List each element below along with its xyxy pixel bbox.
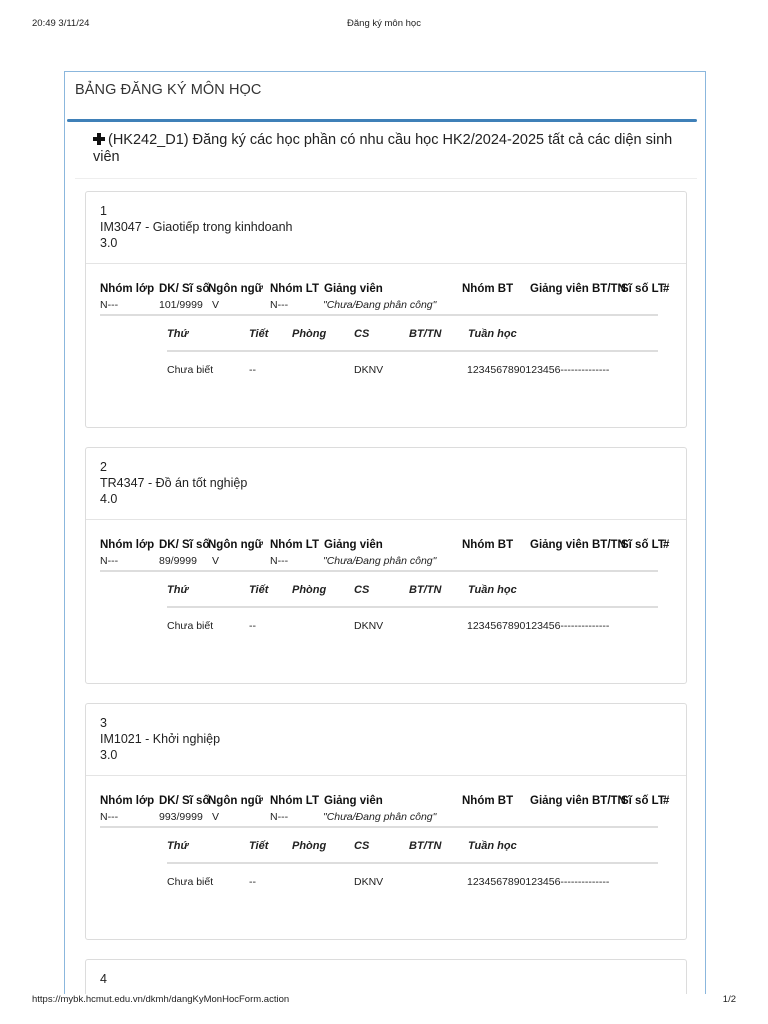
schedule-table — [167, 584, 658, 642]
course-index: 3 — [100, 716, 107, 730]
group-column-header: Giảng viên BT/TN — [530, 283, 626, 295]
group-column-header: Giảng viên — [324, 539, 383, 551]
schedule-cell-tuan-hoc: 1234567890123456-------------- — [467, 876, 610, 888]
group-column-header: Giảng viên — [324, 283, 383, 295]
schedule-column-header: BT/TN — [409, 328, 442, 340]
group-cell-ngon-ngu: V — [212, 555, 220, 567]
group-column-header: Nhóm LT — [270, 539, 319, 551]
group-column-header: # — [663, 795, 670, 807]
group-column-header: Nhóm BT — [462, 539, 514, 551]
group-cell-nhom-lop: N--- — [100, 811, 119, 823]
group-column-header: Ngôn ngữ — [208, 283, 263, 295]
schedule-cell-tiet: -- — [249, 876, 256, 888]
print-header — [32, 18, 736, 32]
group-cell-giang-vien: "Chưa/Đang phân công" — [323, 555, 437, 567]
group-cell-nhom-lt: N--- — [270, 555, 289, 567]
group-cell-nhom-lop: N--- — [100, 299, 119, 311]
group-column-header: Giảng viên BT/TN — [530, 539, 626, 551]
print-footer — [32, 994, 736, 1008]
schedule-column-header: BT/TN — [409, 584, 442, 596]
schedule-column-header: Thứ — [167, 328, 189, 340]
group-cell-nhom-lt: N--- — [270, 811, 289, 823]
schedule-table-row — [167, 864, 658, 898]
schedule-cell-cs: DKNV — [354, 620, 384, 632]
schedule-column-header: BT/TN — [409, 840, 442, 852]
schedule-cell-tiet: -- — [249, 364, 256, 376]
course-code-name: IM3047 - Giaotiếp trong kinhdoanh — [100, 220, 293, 234]
schedule-column-header: CS — [354, 584, 370, 596]
group-table-header — [100, 795, 672, 811]
course-card — [85, 959, 687, 994]
group-column-header: # — [663, 539, 670, 551]
course-card-header — [86, 448, 686, 520]
course-card-body — [86, 776, 686, 898]
group-cell-nhom-lop: N--- — [100, 555, 119, 567]
schedule-column-header: Thứ — [167, 584, 189, 596]
schedule-table — [167, 328, 658, 386]
schedule-column-header: CS — [354, 840, 370, 852]
course-credits: 3.0 — [100, 236, 118, 250]
registration-period-title: (HK242_D1) Đăng ký các học phần có nhu cầu học HK2/2024-2025 tất cả các diện sinh viên — [93, 132, 673, 165]
schedule-cell-tuan-hoc: 1234567890123456-------------- — [467, 364, 610, 376]
group-column-header: # — [663, 283, 670, 295]
group-column-header: Ngôn ngữ — [208, 539, 263, 551]
group-table-header — [100, 283, 672, 299]
schedule-column-header: Phòng — [292, 840, 327, 852]
schedule-table-header — [167, 584, 658, 608]
course-index: 2 — [100, 460, 107, 474]
schedule-cell-tuan-hoc: 1234567890123456-------------- — [467, 620, 610, 632]
group-column-header: Nhóm BT — [462, 795, 514, 807]
course-credits: 3.0 — [100, 748, 118, 762]
group-column-header: Nhóm LT — [270, 795, 319, 807]
group-cell-giang-vien: "Chưa/Đang phân công" — [323, 811, 437, 823]
plus-icon — [93, 133, 105, 145]
group-column-header: Giảng viên — [324, 795, 383, 807]
group-column-header: Ngôn ngữ — [208, 795, 263, 807]
course-code-name: IM1021 - Khởi nghiệp — [100, 732, 221, 746]
group-table-row[interactable] — [100, 811, 658, 828]
print-page-title: Đăng ký môn học — [347, 18, 421, 29]
schedule-table-header — [167, 840, 658, 864]
schedule-cell-cs: DKNV — [354, 876, 384, 888]
schedule-cell-thu: Chưa biết — [167, 876, 214, 888]
course-card — [85, 703, 687, 940]
schedule-table-header — [167, 328, 658, 352]
course-index: 4 — [100, 972, 107, 986]
group-column-header: Sĩ số LT — [621, 283, 665, 295]
group-column-header: DK/ Sĩ số — [159, 539, 210, 551]
group-table-row[interactable] — [100, 299, 658, 316]
schedule-column-header: Thứ — [167, 840, 189, 852]
group-column-header: Sĩ số LT — [621, 795, 665, 807]
group-column-header: Giảng viên BT/TN — [530, 795, 626, 807]
group-column-header: Nhóm LT — [270, 283, 319, 295]
panel-title: BẢNG ĐĂNG KÝ MÔN HỌC — [65, 72, 705, 122]
group-table-row[interactable] — [100, 555, 658, 572]
schedule-column-header: Tiết — [249, 840, 269, 852]
group-column-header: Nhóm lớp — [100, 283, 155, 295]
group-column-header: DK/ Sĩ số — [159, 795, 210, 807]
group-cell-ngon-ngu: V — [212, 811, 220, 823]
print-timestamp: 20:49 3/11/24 — [32, 18, 90, 29]
schedule-column-header: Tiết — [249, 328, 269, 340]
course-card-body — [86, 264, 686, 386]
schedule-column-header: Tuần học — [468, 840, 517, 852]
group-column-header: Nhóm lớp — [100, 539, 155, 551]
group-table-header — [100, 539, 672, 555]
schedule-cell-cs: DKNV — [354, 364, 384, 376]
course-card-header — [86, 704, 686, 776]
group-cell-dk-si-so: 993/9999 — [159, 811, 203, 823]
group-column-header: Nhóm BT — [462, 283, 514, 295]
schedule-column-header: Phòng — [292, 584, 327, 596]
schedule-column-header: Tuần học — [468, 584, 517, 596]
course-card-header — [86, 192, 686, 264]
schedule-column-header: Phòng — [292, 328, 327, 340]
course-credits: 4.0 — [100, 492, 118, 506]
schedule-cell-thu: Chưa biết — [167, 364, 214, 376]
course-card-body — [86, 520, 686, 642]
course-card — [85, 447, 687, 684]
group-cell-nhom-lt: N--- — [270, 299, 289, 311]
group-cell-ngon-ngu: V — [212, 299, 220, 311]
course-index: 1 — [100, 204, 107, 218]
schedule-cell-tiet: -- — [249, 620, 256, 632]
registration-panel — [64, 71, 706, 994]
group-column-header: DK/ Sĩ số — [159, 283, 210, 295]
schedule-table-row — [167, 608, 658, 642]
schedule-cell-thu: Chưa biết — [167, 620, 214, 632]
course-card — [85, 191, 687, 428]
schedule-table-row — [167, 352, 658, 386]
group-cell-dk-si-so: 89/9999 — [159, 555, 197, 567]
group-column-header: Sĩ số LT — [621, 539, 665, 551]
group-cell-dk-si-so: 101/9999 — [159, 299, 203, 311]
schedule-column-header: CS — [354, 328, 370, 340]
group-column-header: Nhóm lớp — [100, 795, 155, 807]
schedule-column-header: Tiết — [249, 584, 269, 596]
course-card-header — [86, 960, 686, 994]
schedule-column-header: Tuần học — [468, 328, 517, 340]
schedule-table — [167, 840, 658, 898]
group-cell-giang-vien: "Chưa/Đang phân công" — [323, 299, 437, 311]
print-url: https://mybk.hcmut.edu.vn/dkmh/dangKyMonHocForm.action — [32, 994, 290, 1005]
print-page-number: 1/2 — [722, 994, 736, 1005]
registration-period-heading[interactable] — [75, 122, 697, 179]
course-code-name: TR4347 - Đồ án tốt nghiệp — [100, 476, 248, 490]
